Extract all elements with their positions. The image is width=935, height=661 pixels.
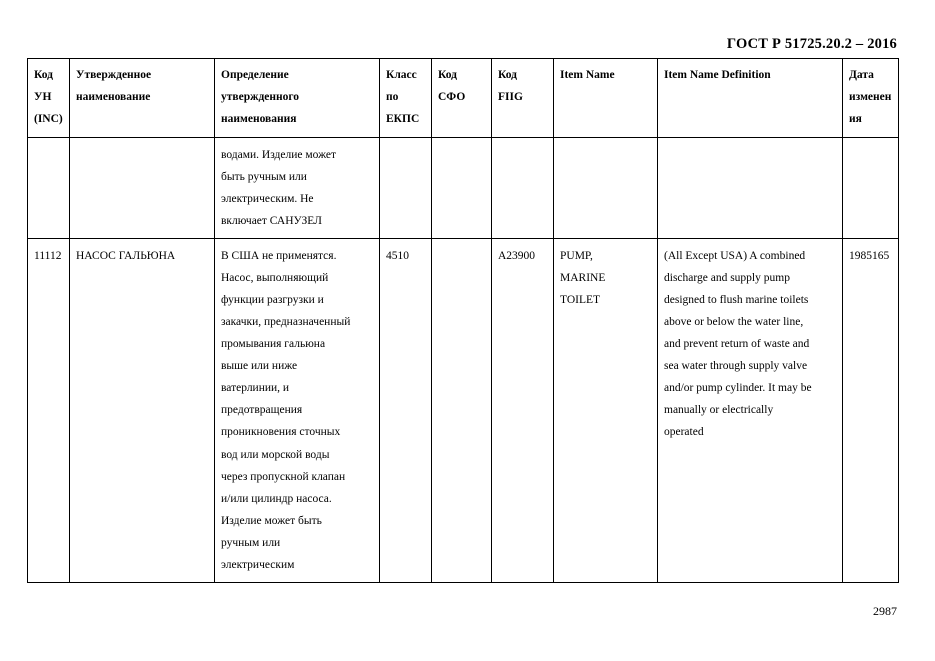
cell-definition: [215, 238, 380, 582]
item-name-line: PUMP,: [560, 249, 593, 262]
header-line: (INC): [34, 112, 63, 125]
cell-item-name: [554, 137, 658, 238]
header-line: наименования: [221, 112, 297, 125]
definition-line: электрическим. Не: [221, 192, 314, 205]
header-line: СФО: [438, 90, 466, 103]
item-definition-line: (All Except USA) A combined: [664, 249, 806, 262]
column-header-fiig-code: [492, 59, 554, 138]
header-line: утвержденного: [221, 90, 300, 103]
header-line: Класс: [386, 69, 417, 81]
cell-definition: [215, 137, 380, 238]
header-line: Item Name: [560, 69, 615, 81]
table-row: [28, 238, 899, 582]
header-line: Код: [438, 69, 458, 81]
header-line: наименование: [76, 90, 151, 103]
nomenclature-table: [27, 58, 899, 583]
definition-line: Насос, выполняющий: [221, 271, 329, 284]
header-line: УН: [34, 90, 52, 103]
item-definition-line: discharge and supply pump: [664, 271, 790, 284]
definition-line: промывания гальюна: [221, 338, 326, 351]
cell-item-name: [554, 238, 658, 582]
header-line: FIIG: [498, 90, 523, 103]
header-line: ЕКПС: [386, 112, 420, 125]
item-definition-line: above or below the water line,: [664, 316, 804, 329]
definition-line: вод или морской воды: [221, 448, 330, 461]
definition-line: через пропускной клапан: [221, 470, 346, 483]
page-number: 2987: [873, 604, 897, 618]
definition-line: проникновения сточных: [221, 426, 341, 439]
document-standard-header: ГОСТ Р 51725.20.2 – 2016: [726, 36, 897, 52]
definition-line: Изделие может быть: [221, 514, 322, 527]
cell-item-name-definition: [658, 137, 843, 238]
column-header-inc-code: [28, 59, 70, 138]
cell-sfo-code: [432, 238, 492, 582]
definition-line: предотвращения: [221, 404, 303, 417]
column-header-item-name: [554, 59, 658, 138]
column-header-sfo-code: [432, 59, 492, 138]
header-line: Код: [498, 69, 518, 81]
item-definition-line: operated: [664, 426, 704, 439]
table-header-row: [28, 59, 899, 138]
item-name-line: TOILET: [560, 294, 601, 306]
definition-line: функции разгрузки и: [221, 294, 324, 306]
item-name-line: MARINE: [560, 271, 606, 284]
column-header-item-name-definition: [658, 59, 843, 138]
column-header-ekps-class: [380, 59, 432, 138]
cell-fiig-code: [492, 137, 554, 238]
definition-line: В США не применятся.: [221, 249, 337, 262]
column-header-definition: [215, 59, 380, 138]
column-header-change-date: [843, 59, 899, 138]
header-line: Код: [34, 69, 54, 81]
item-definition-line: sea water through supply valve: [664, 360, 808, 373]
item-definition-line: manually or electrically: [664, 404, 774, 417]
cell-change-date: [843, 137, 899, 238]
header-line: Утвержденное: [76, 69, 152, 81]
cell-item-name-definition: [658, 238, 843, 582]
column-header-approved-name: [70, 59, 215, 138]
cell-fiig-code: A23900: [492, 238, 554, 582]
item-definition-line: and prevent return of waste and: [664, 338, 810, 351]
definition-line: быть ручным или: [221, 170, 307, 183]
definition-line: ручным или: [221, 536, 281, 549]
header-line: по: [386, 90, 399, 103]
header-line: Дата: [849, 69, 874, 81]
header-line: изменен: [849, 90, 892, 103]
definition-line: водами. Изделие может: [221, 148, 337, 161]
cell-inc-code: [28, 137, 70, 238]
cell-ekps-class: [380, 137, 432, 238]
item-definition-line: designed to flush marine toilets: [664, 294, 809, 306]
definition-line: и/или цилиндр насоса.: [221, 492, 332, 505]
definition-line: электрическим: [221, 558, 295, 571]
cell-change-date: 1985165: [843, 238, 899, 582]
definition-line: выше или ниже: [221, 360, 298, 373]
definition-line: включает САНУЗЕЛ: [221, 214, 322, 227]
definition-line: закачки, предназначенный: [221, 316, 351, 329]
header-line: Определение: [221, 69, 289, 81]
cell-approved-name: [70, 137, 215, 238]
definition-line: ватерлинии, и: [221, 382, 290, 395]
cell-approved-name: НАСОС ГАЛЬЮНА: [70, 238, 215, 582]
header-line: Item Name Definition: [664, 69, 771, 81]
header-line: ия: [849, 112, 862, 125]
cell-sfo-code: [432, 137, 492, 238]
item-definition-line: and/or pump cylinder. It may be: [664, 382, 812, 395]
cell-inc-code: 11112: [28, 238, 70, 582]
cell-ekps-class: 4510: [380, 238, 432, 582]
table-row: [28, 137, 899, 238]
